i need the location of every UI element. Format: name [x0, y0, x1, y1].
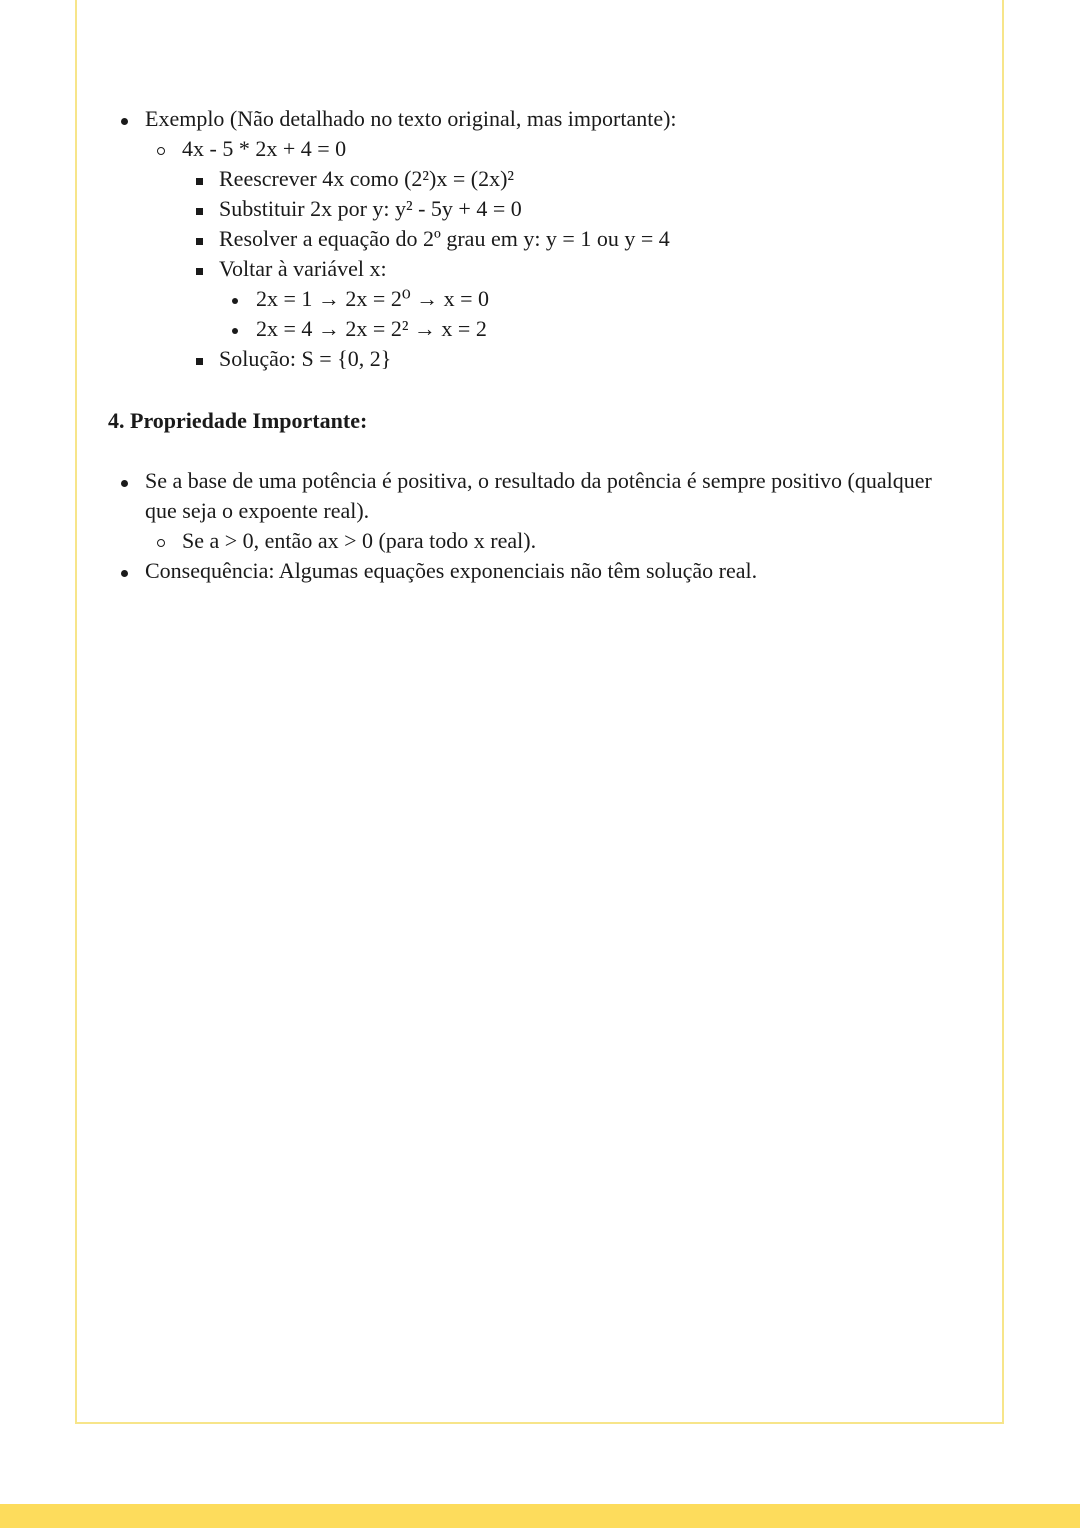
list-item-solution	[182, 344, 968, 374]
footer-bar	[0, 1504, 1080, 1528]
list-item-substep	[219, 314, 968, 344]
substep-text: 2x = 1 → 2x = 2⁰ → x = 0	[256, 286, 490, 311]
list-item-step	[182, 254, 968, 344]
document-content	[108, 104, 968, 586]
disc-bullet-icon	[219, 284, 256, 314]
list-item-property	[108, 466, 968, 556]
consequence-text: Consequência: Algumas equações exponenciais não têm solução real.	[145, 558, 758, 583]
steps-list	[182, 164, 968, 374]
square-bullet-icon	[182, 344, 219, 374]
substeps-list	[219, 284, 968, 344]
subproperty-text: Se a > 0, então ax > 0 (para todo x real).	[182, 528, 537, 553]
step-text: Substituir 2x por y: y² - 5y + 4 = 0	[219, 196, 522, 221]
step-text: Resolver a equação do 2º grau em y: y = 1 ou y = 4	[219, 226, 670, 251]
property-text: Se a base de uma potência é positiva, o resultado da potência é sempre positivo (qualquer que seja o expoente real).	[145, 468, 932, 523]
example-sublist	[145, 134, 968, 374]
disc-bullet-icon	[108, 556, 145, 586]
disc-bullet-icon	[108, 466, 145, 496]
square-bullet-icon	[182, 164, 219, 194]
square-bullet-icon	[182, 194, 219, 224]
property-list	[108, 466, 968, 586]
list-item-equation	[145, 134, 968, 374]
list-item-example	[108, 104, 968, 374]
example-title: Exemplo (Não detalhado no texto original, mas importante):	[145, 106, 677, 131]
list-item-consequence	[108, 556, 968, 586]
step-text: Voltar à variável x:	[219, 256, 387, 281]
square-bullet-icon	[182, 224, 219, 254]
disc-bullet-icon	[219, 314, 256, 344]
circle-bullet-icon	[145, 526, 182, 556]
disc-bullet-icon	[108, 104, 145, 134]
circle-bullet-icon	[145, 134, 182, 164]
list-item-substep	[219, 284, 968, 314]
list-item-step	[182, 224, 968, 254]
list-item-step	[182, 194, 968, 224]
equation-text: 4x - 5 * 2x + 4 = 0	[182, 136, 347, 161]
example-list	[108, 104, 968, 374]
square-bullet-icon	[182, 254, 219, 284]
substep-text: 2x = 4 → 2x = 2² → x = 2	[256, 316, 487, 341]
solution-text: Solução: S = {0, 2}	[219, 346, 392, 371]
section-heading: 4. Propriedade Importante:	[108, 408, 368, 433]
step-text: Reescrever 4x como (2²)x = (2x)²	[219, 166, 514, 191]
property-sublist	[145, 526, 968, 556]
list-item-subproperty	[145, 526, 968, 556]
list-item-step	[182, 164, 968, 194]
